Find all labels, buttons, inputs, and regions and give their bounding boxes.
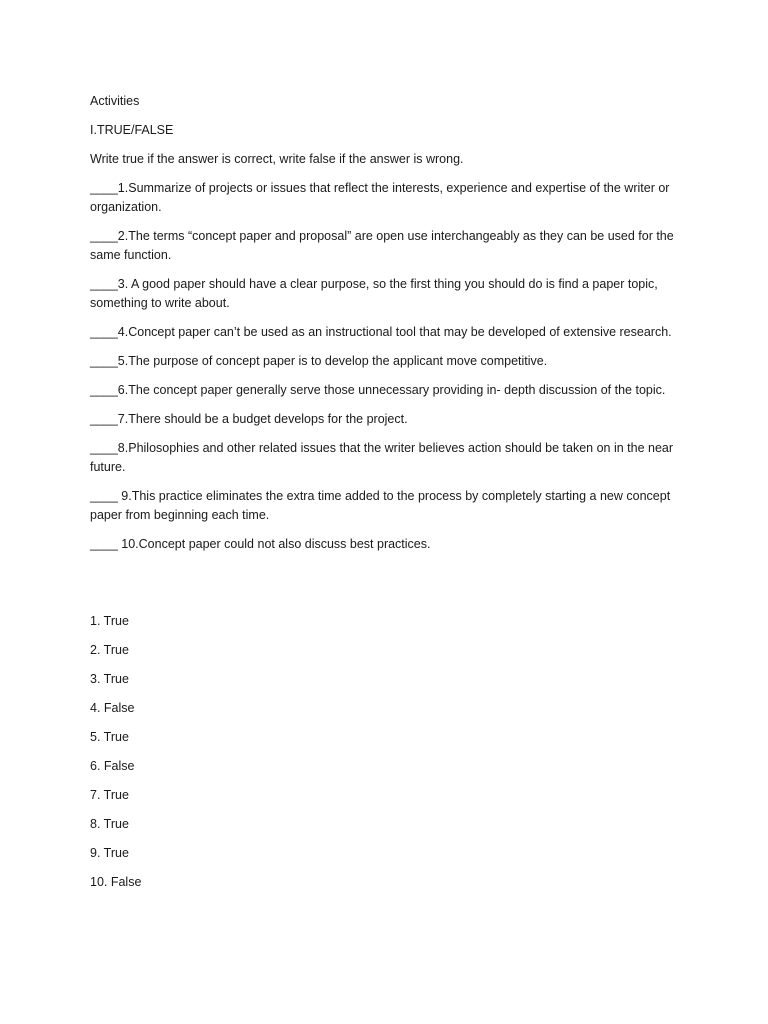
document-page [90, 92, 690, 564]
question-item: ____ 9.This practice eliminates the extra time added to the process by completely starting a new concept paper from beginning each time. [90, 489, 671, 522]
question-item: ____6.The concept paper generally serve those unnecessary providing in- depth discussion of the topic. [90, 383, 666, 397]
answer-item: 8. True [90, 817, 129, 831]
question-item: ____5.The purpose of concept paper is to develop the applicant move competitive. [90, 354, 548, 368]
section-heading: I.TRUE/FALSE [90, 123, 174, 137]
answer-item: 1. True [90, 614, 129, 628]
question-list [90, 179, 690, 554]
answer-item: 2. True [90, 643, 129, 657]
answer-list [90, 612, 141, 902]
document-title: Activities [90, 94, 140, 108]
question-item: ____7.There should be a budget develops for the project. [90, 412, 408, 426]
answer-item: 6. False [90, 759, 135, 773]
question-item: ____4.Concept paper can’t be used as an instructional tool that may be developed of extensive research. [90, 325, 672, 339]
answer-item: 5. True [90, 730, 129, 744]
question-item: ____3. A good paper should have a clear purpose, so the first thing you should do is find a paper topic, something to write about. [90, 277, 658, 310]
question-item: ____8.Philosophies and other related issues that the writer believes action should be taken on in the near future. [90, 441, 674, 474]
question-item: ____2.The terms “concept paper and proposal” are open use interchangeably as they can be used for the same function. [90, 229, 674, 262]
answer-item: 10. False [90, 875, 142, 889]
answer-item: 7. True [90, 788, 129, 802]
answer-item: 3. True [90, 672, 129, 686]
question-item: ____ 10.Concept paper could not also discuss best practices. [90, 537, 431, 551]
question-item: ____1.Summarize of projects or issues that reflect the interests, experience and expertise of the writer or organization. [90, 181, 670, 214]
instructions-text: Write true if the answer is correct, write false if the answer is wrong. [90, 152, 464, 166]
answer-item: 4. False [90, 701, 135, 715]
answer-item: 9. True [90, 846, 129, 860]
